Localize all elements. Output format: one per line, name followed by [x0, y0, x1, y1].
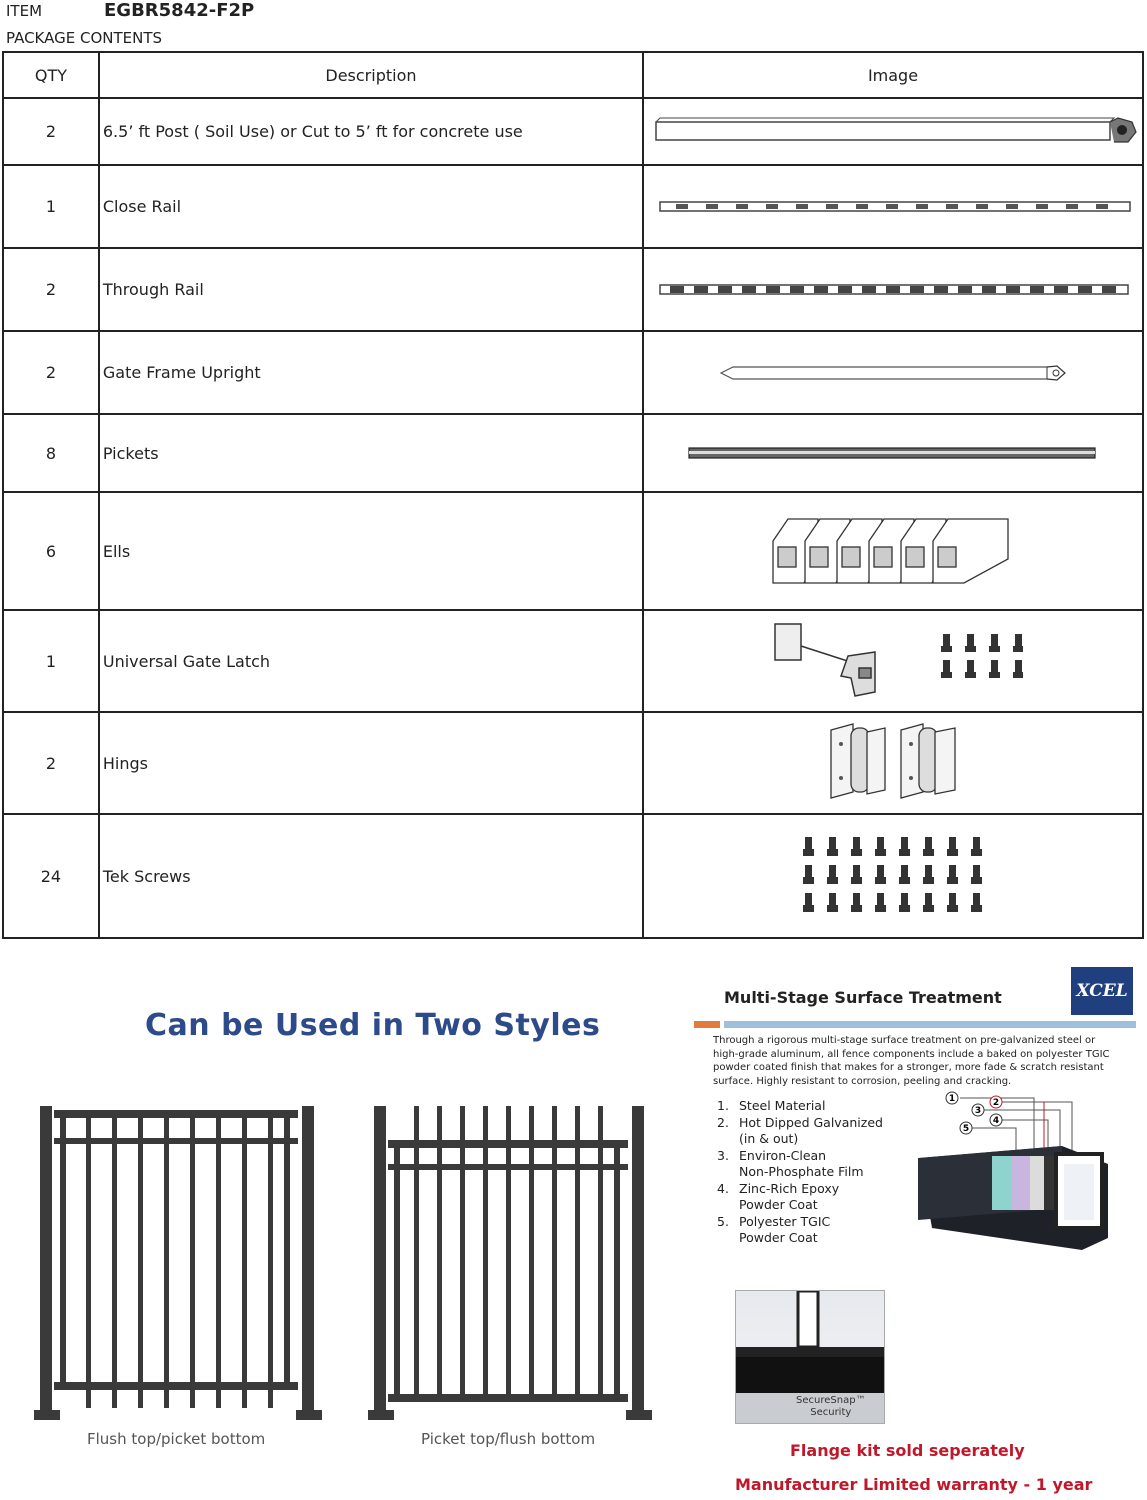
list-item-text: Powder Coat — [739, 1230, 818, 1245]
description-cell: Tek Screws — [99, 814, 643, 938]
tek-screws-icon — [793, 831, 993, 921]
list-item — [717, 1115, 883, 1132]
list-item — [717, 1214, 883, 1231]
gate-picket-top-icon — [368, 1102, 658, 1424]
treatment-list — [717, 1098, 883, 1247]
description-cell: Pickets — [99, 414, 643, 492]
qty-cell: 8 — [3, 414, 99, 492]
caption-picket-top: Picket top/flush bottom — [421, 1430, 596, 1448]
list-item-text: Zinc-Rich Epoxy — [739, 1180, 840, 1196]
treatment-description: Through a rigorous multi-stage surface treatment on pre-galvanized steel or high-grade aluminum, all fence components include a baked on polyester TGIC powder coated finish that makes for a stronger, more fade & scratch resistant surface. Highly resistant to corrosion, peeling and cracking. — [713, 1035, 1110, 1087]
list-item-number: 1. — [717, 1098, 729, 1113]
through-rail-icon — [648, 275, 1138, 305]
accent-bar-orange — [694, 1021, 720, 1028]
layer-label: 1 — [948, 1094, 956, 1104]
table-row — [3, 248, 1143, 331]
securesnap-label — [796, 1395, 866, 1419]
securesnap-image — [735, 1290, 885, 1424]
list-item-text: (in & out) — [739, 1131, 799, 1146]
list-item-text: Hot Dipped Galvanized — [739, 1114, 883, 1130]
flange-note: Flange kit sold seperately — [790, 1441, 1025, 1460]
table-row — [3, 492, 1143, 610]
close-rail-icon — [648, 192, 1138, 222]
item-label: ITEM — [6, 2, 43, 20]
list-item-number: 4. — [717, 1180, 729, 1196]
table-row — [3, 98, 1143, 165]
accent-bar-blue — [724, 1021, 1136, 1028]
layer-label: 4 — [992, 1116, 1000, 1126]
caption-flush-top: Flush top/picket bottom — [87, 1430, 266, 1448]
description-cell: Through Rail — [99, 248, 643, 331]
layer-label: 2 — [992, 1098, 1000, 1108]
qty-cell: 2 — [3, 712, 99, 814]
layer-label: 3 — [974, 1106, 982, 1116]
package-contents-table — [2, 51, 1144, 939]
qty-cell: 24 — [3, 814, 99, 938]
description-cell: Hings — [99, 712, 643, 814]
treatment-title: Multi-Stage Surface Treatment — [724, 988, 1002, 1007]
column-header-qty: QTY — [3, 52, 99, 98]
description-cell: 6.5’ ft Post ( Soil Use) or Cut to 5’ ft for concrete use — [99, 98, 643, 165]
list-item-number: 2. — [717, 1114, 729, 1130]
list-item — [717, 1181, 883, 1198]
qty-cell: 1 — [3, 610, 99, 712]
qty-cell: 1 — [3, 165, 99, 248]
gate-frame-upright-icon — [713, 358, 1073, 388]
securesnap-line: Security — [810, 1407, 852, 1418]
picket-icon — [683, 443, 1103, 463]
xcel-logo: XCEL — [1071, 967, 1133, 1015]
package-contents-label: PACKAGE CONTENTS — [6, 29, 163, 47]
list-item-text: Environ-Clean — [739, 1147, 827, 1163]
gate-flush-top-icon — [34, 1100, 324, 1424]
list-item-number: 3. — [717, 1147, 729, 1163]
list-item-text: Non-Phosphate Film — [739, 1164, 864, 1179]
qty-cell: 2 — [3, 248, 99, 331]
description-cell: Ells — [99, 492, 643, 610]
gate-latch-icon — [763, 616, 1023, 706]
layer-label: 5 — [962, 1124, 970, 1134]
table-row — [3, 610, 1143, 712]
description-cell: Universal Gate Latch — [99, 610, 643, 712]
table-header-row — [3, 52, 1143, 98]
list-item — [717, 1148, 883, 1165]
table-row — [3, 814, 1143, 938]
description-cell: Close Rail — [99, 165, 643, 248]
list-item-text: Powder Coat — [739, 1197, 818, 1212]
coating-layers-diagram — [912, 1088, 1112, 1256]
column-header-description: Description — [99, 52, 643, 98]
list-item — [717, 1098, 883, 1115]
post-icon — [648, 114, 1138, 150]
styles-title: Can be Used in Two Styles — [145, 1008, 601, 1043]
description-cell: Gate Frame Upright — [99, 331, 643, 414]
qty-cell: 2 — [3, 98, 99, 165]
item-code: EGBR5842-F2P — [104, 0, 255, 21]
qty-cell: 6 — [3, 492, 99, 610]
table-row — [3, 165, 1143, 248]
securesnap-line: SecureSnap™ — [796, 1395, 866, 1406]
list-item-number: 5. — [717, 1213, 729, 1229]
ells-icon — [768, 511, 1018, 591]
table-row — [3, 712, 1143, 814]
qty-cell: 2 — [3, 331, 99, 414]
table-row — [3, 331, 1143, 414]
list-item-text: Polyester TGIC — [739, 1213, 831, 1229]
table-row — [3, 414, 1143, 492]
bottom-section — [0, 940, 1147, 1500]
warranty-note: Manufacturer Limited warranty - 1 year — [735, 1475, 1093, 1494]
hinge-icon — [823, 718, 963, 808]
list-item-text: Steel Material — [739, 1098, 826, 1113]
column-header-image: Image — [643, 52, 1143, 98]
